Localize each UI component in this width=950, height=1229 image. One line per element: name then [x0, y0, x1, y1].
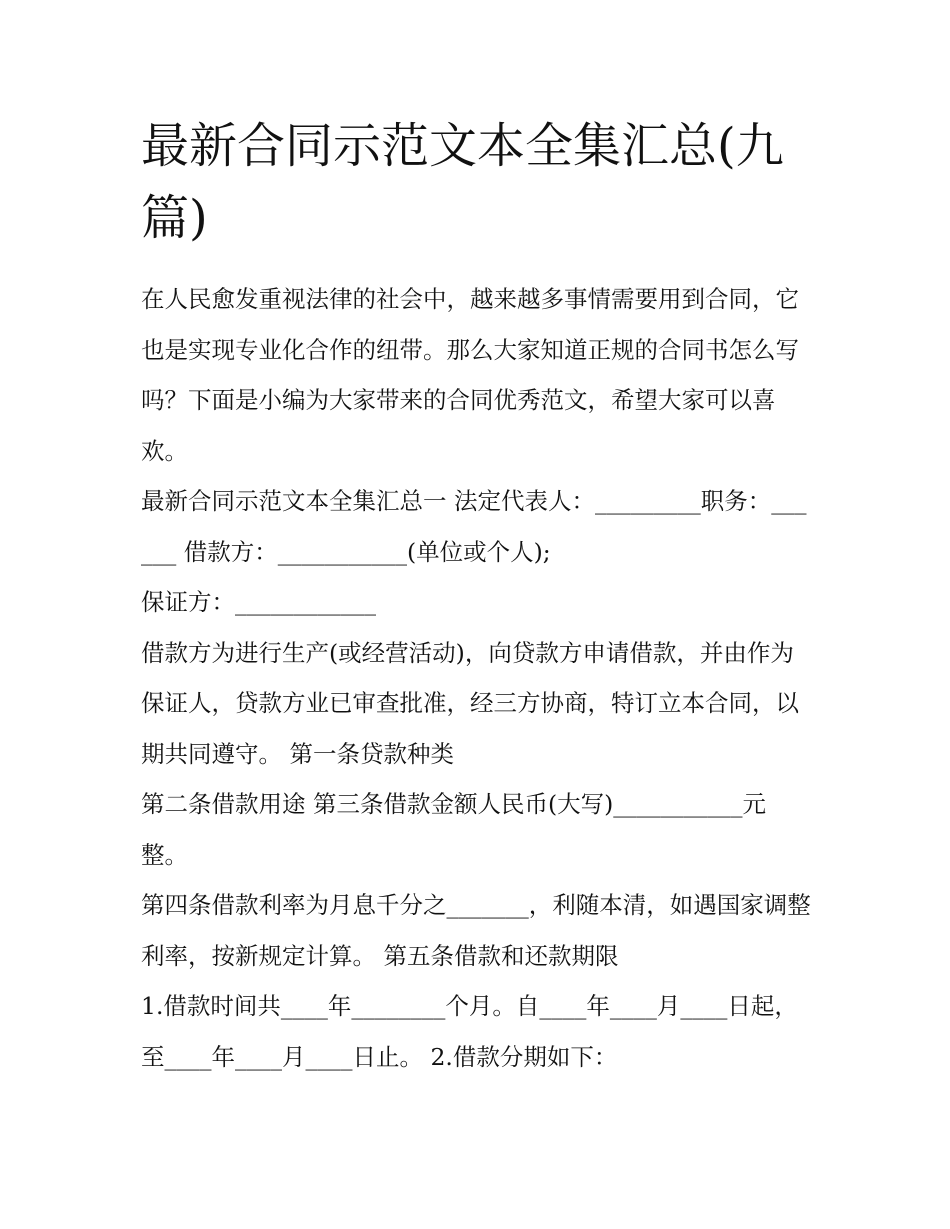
- document-body: [141, 110, 813, 1082]
- loan-term-paragraph: 1.借款时间共____年________个月。自____年____月____日起，至____年____月____日止。 2.借款分期如下：: [141, 992, 798, 1071]
- interest-rate-paragraph: 第四条借款利率为月息千分之_______，利随本清，如遇国家调整利率，按新规定计算。 第五条借款和还款期限: [141, 891, 811, 970]
- preamble-paragraph: 借款方为进行生产(或经营活动)，向贷款方申请借款，并由作为保证人，贷款方业已审查批准，经三方协商，特订立本合同，以期共同遵守。 第一条贷款种类: [141, 638, 799, 768]
- guarantor-paragraph: 保证方：____________: [141, 588, 376, 616]
- loan-purpose-paragraph: 第二条借款用途 第三条借款金额人民币(大写)___________元整。: [141, 790, 767, 869]
- document-title: 最新合同示范文本全集汇总(九篇): [141, 118, 784, 246]
- contract-parties-paragraph: 最新合同示范文本全集汇总一 法定代表人：_________职务：______ 借款方：___________(单位或个人);: [141, 487, 807, 566]
- intro-paragraph: 在人民愈发重视法律的社会中，越来越多事情需要用到合同，它也是实现专业化合作的纽带。那么大家知道正规的合同书怎么写吗？下面是小编为大家带来的合同优秀范文，希望大家可以喜欢。: [141, 285, 799, 465]
